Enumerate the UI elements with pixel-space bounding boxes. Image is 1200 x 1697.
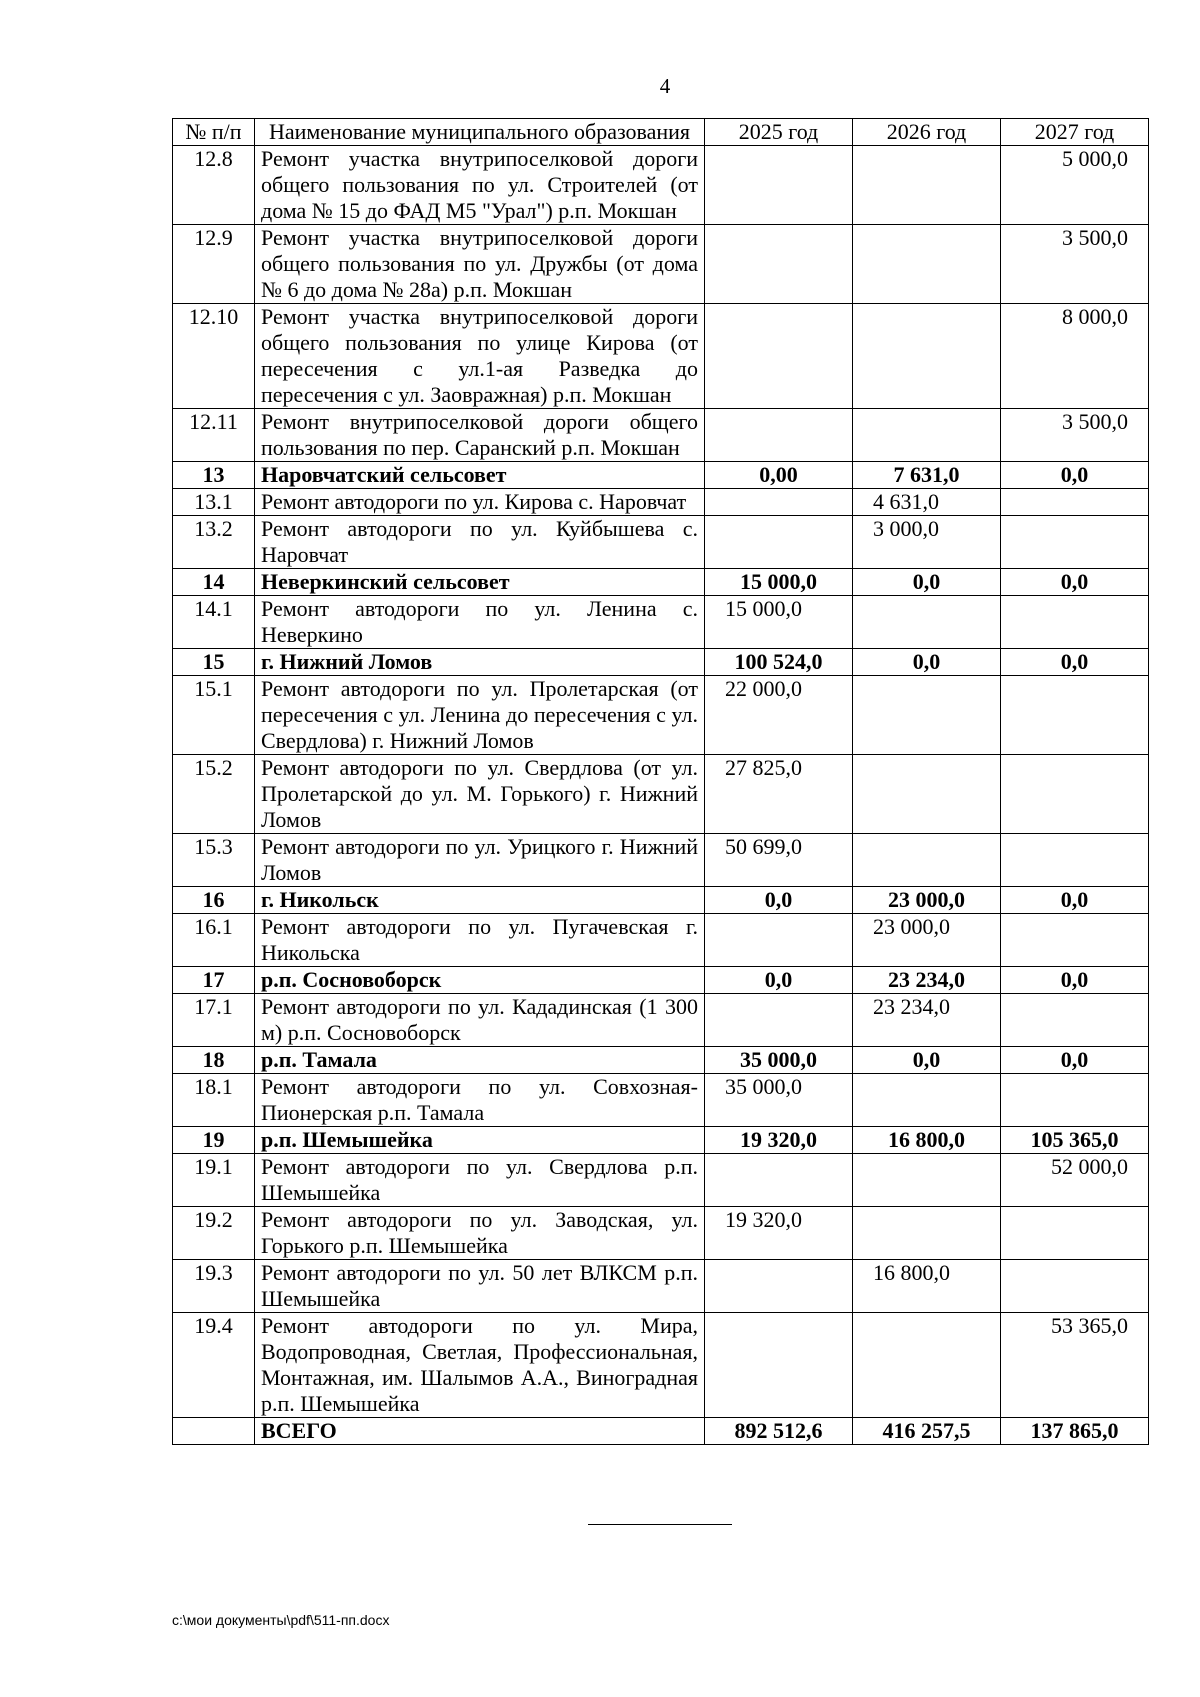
footer-file-path: c:\мои документы\pdf\511-пп.docx [172,1612,390,1628]
cell-name: ВСЕГО [255,1418,705,1445]
cell-y2027 [1001,1074,1149,1127]
cell-y2026: 0,0 [853,649,1001,676]
cell-y2025: 0,00 [705,462,853,489]
cell-name: Ремонт автодороги по ул. Пугачевская г. Никольска [255,914,705,967]
header-2027: 2027 год [1001,119,1149,146]
cell-y2025: 0,0 [705,887,853,914]
cell-y2026 [853,409,1001,462]
cell-y2026 [853,1207,1001,1260]
cell-y2025: 100 524,0 [705,649,853,676]
cell-y2027 [1001,676,1149,755]
cell-num: 18.1 [173,1074,255,1127]
cell-num: 15.1 [173,676,255,755]
cell-y2025: 35 000,0 [705,1047,853,1074]
cell-name: Ремонт внутрипоселковой дороги общего пользования по пер. Саранский р.п. Мокшан [255,409,705,462]
cell-y2025 [705,1154,853,1207]
cell-y2027 [1001,489,1149,516]
cell-name: Ремонт автодороги по ул. Куйбышева с. Наровчат [255,516,705,569]
table-row [173,914,1149,967]
cell-num [173,1418,255,1445]
cell-num: 14.1 [173,596,255,649]
cell-y2025 [705,1313,853,1418]
table-row [173,1154,1149,1207]
table-row [173,1207,1149,1260]
cell-y2025: 19 320,0 [705,1207,853,1260]
cell-name: р.п. Шемышейка [255,1127,705,1154]
cell-num: 19.2 [173,1207,255,1260]
cell-y2026 [853,1154,1001,1207]
cell-y2026 [853,225,1001,304]
cell-name: Ремонт участка внутрипоселковой дороги общего пользования по ул. Строителей (от дома № 15 до ФАД М5 "Урал") р.п. Мокшан [255,146,705,225]
cell-y2027: 53 365,0 [1001,1313,1149,1418]
cell-y2027: 105 365,0 [1001,1127,1149,1154]
cell-y2027: 0,0 [1001,649,1149,676]
end-divider [588,1524,732,1525]
table-row-total [173,1418,1149,1445]
page-number: 4 [659,74,671,98]
cell-name: Ремонт автодороги по ул. Пролетарская (от пересечения с ул. Ленина до пересечения с ул. Свердлова) г. Нижний Ломов [255,676,705,755]
cell-y2025 [705,489,853,516]
cell-num: 18 [173,1047,255,1074]
cell-name: Ремонт автодороги по ул. Ленина с. Неверкино [255,596,705,649]
table-row [173,755,1149,834]
cell-num: 17 [173,967,255,994]
cell-y2026: 23 000,0 [853,887,1001,914]
table-row [173,146,1149,225]
cell-y2027 [1001,755,1149,834]
table-row-total [173,1127,1149,1154]
cell-y2027: 3 500,0 [1001,225,1149,304]
cell-y2025 [705,1260,853,1313]
cell-num: 13.1 [173,489,255,516]
table-row [173,1260,1149,1313]
cell-y2025: 22 000,0 [705,676,853,755]
cell-y2027: 3 500,0 [1001,409,1149,462]
table-row [173,225,1149,304]
cell-name: р.п. Сосновоборск [255,967,705,994]
cell-y2026: 23 234,0 [853,967,1001,994]
cell-name: Ремонт автодороги по ул. Заводская, ул. Горького р.п. Шемышейка [255,1207,705,1260]
cell-num: 19.4 [173,1313,255,1418]
cell-y2026: 416 257,5 [853,1418,1001,1445]
cell-name: Ремонт автодороги по ул. Мира, Водопроводная, Светлая, Профессиональная, Монтажная, им. Шалымов А.А., Виноградная р.п. Шемышейка [255,1313,705,1418]
cell-y2025: 15 000,0 [705,569,853,596]
cell-y2027: 5 000,0 [1001,146,1149,225]
table-row-total [173,649,1149,676]
cell-name: г. Нижний Ломов [255,649,705,676]
cell-y2025: 35 000,0 [705,1074,853,1127]
cell-y2026: 16 800,0 [853,1127,1001,1154]
cell-y2025 [705,516,853,569]
cell-y2025 [705,304,853,409]
cell-y2025 [705,409,853,462]
cell-y2027 [1001,516,1149,569]
cell-name: Ремонт автодороги по ул. Кирова с. Наровчат [255,489,705,516]
cell-y2026 [853,676,1001,755]
cell-num: 19 [173,1127,255,1154]
cell-y2025 [705,914,853,967]
cell-num: 15 [173,649,255,676]
cell-num: 14 [173,569,255,596]
cell-name: Ремонт автодороги по ул. Кададинская (1 300 м) р.п. Сосновоборск [255,994,705,1047]
cell-y2026: 3 000,0 [853,516,1001,569]
cell-y2027: 0,0 [1001,887,1149,914]
cell-y2027 [1001,1260,1149,1313]
cell-y2025 [705,225,853,304]
cell-num: 19.3 [173,1260,255,1313]
cell-y2027 [1001,596,1149,649]
cell-y2026 [853,834,1001,887]
table-row [173,596,1149,649]
cell-name: Неверкинский сельсовет [255,569,705,596]
cell-num: 13 [173,462,255,489]
cell-name: Ремонт участка внутрипоселковой дороги общего пользования по улице Кирова (от пересечения с ул.1-ая Разведка до пересечения с ул. Заовражная) р.п. Мокшан [255,304,705,409]
cell-y2026 [853,1313,1001,1418]
cell-num: 12.9 [173,225,255,304]
cell-num: 15.3 [173,834,255,887]
cell-y2027 [1001,1207,1149,1260]
cell-y2027: 52 000,0 [1001,1154,1149,1207]
cell-y2025 [705,994,853,1047]
cell-y2025: 0,0 [705,967,853,994]
cell-num: 16 [173,887,255,914]
table-row-total [173,1047,1149,1074]
cell-y2025: 27 825,0 [705,755,853,834]
cell-name: Наровчатский сельсовет [255,462,705,489]
table-row-total [173,569,1149,596]
table-row [173,1074,1149,1127]
cell-y2026 [853,596,1001,649]
cell-y2025: 50 699,0 [705,834,853,887]
cell-name: Ремонт автодороги по ул. 50 лет ВЛКСМ р.п. Шемышейка [255,1260,705,1313]
cell-y2026 [853,1074,1001,1127]
header-num: № п/п [173,119,255,146]
cell-y2026: 16 800,0 [853,1260,1001,1313]
cell-y2026 [853,304,1001,409]
header-2026: 2026 год [853,119,1001,146]
table-row [173,489,1149,516]
cell-y2026 [853,146,1001,225]
cell-num: 12.8 [173,146,255,225]
table-row-total [173,462,1149,489]
cell-y2026 [853,755,1001,834]
cell-y2026: 23 000,0 [853,914,1001,967]
cell-y2027: 137 865,0 [1001,1418,1149,1445]
header-name: Наименование муниципального образования [255,119,705,146]
cell-y2025: 19 320,0 [705,1127,853,1154]
cell-num: 16.1 [173,914,255,967]
cell-y2025: 892 512,6 [705,1418,853,1445]
cell-y2027 [1001,834,1149,887]
table-row [173,1313,1149,1418]
table-row [173,409,1149,462]
cell-name: г. Никольск [255,887,705,914]
cell-num: 12.11 [173,409,255,462]
table-row-total [173,967,1149,994]
cell-name: Ремонт участка внутрипоселковой дороги общего пользования по ул. Дружбы (от дома № 6 до дома № 28а) р.п. Мокшан [255,225,705,304]
cell-y2025 [705,146,853,225]
cell-y2025: 15 000,0 [705,596,853,649]
cell-y2027 [1001,994,1149,1047]
cell-name: Ремонт автодороги по ул. Совхозная-Пионерская р.п. Тамала [255,1074,705,1127]
cell-y2027: 0,0 [1001,967,1149,994]
cell-num: 17.1 [173,994,255,1047]
cell-num: 13.2 [173,516,255,569]
cell-name: Ремонт автодороги по ул. Свердлова (от ул. Пролетарской до ул. М. Горького) г. Нижний Ломов [255,755,705,834]
table-row [173,304,1149,409]
cell-y2026: 0,0 [853,1047,1001,1074]
cell-name: Ремонт автодороги по ул. Урицкого г. Нижний Ломов [255,834,705,887]
cell-y2027: 0,0 [1001,462,1149,489]
cell-y2027: 8 000,0 [1001,304,1149,409]
table-body [173,146,1149,1445]
cell-y2027: 0,0 [1001,1047,1149,1074]
cell-name: Ремонт автодороги по ул. Свердлова р.п. Шемышейка [255,1154,705,1207]
cell-y2027: 0,0 [1001,569,1149,596]
cell-y2026: 0,0 [853,569,1001,596]
cell-y2026: 23 234,0 [853,994,1001,1047]
header-2025: 2025 год [705,119,853,146]
cell-y2027 [1001,914,1149,967]
table-row [173,994,1149,1047]
cell-num: 12.10 [173,304,255,409]
cell-name: р.п. Тамала [255,1047,705,1074]
table-row [173,834,1149,887]
table-row-total [173,887,1149,914]
table-row [173,676,1149,755]
table-row [173,516,1149,569]
cell-y2026: 7 631,0 [853,462,1001,489]
cell-y2026: 4 631,0 [853,489,1001,516]
table-header-row [173,119,1149,146]
cell-num: 19.1 [173,1154,255,1207]
road-repair-table [172,118,1149,1445]
cell-num: 15.2 [173,755,255,834]
